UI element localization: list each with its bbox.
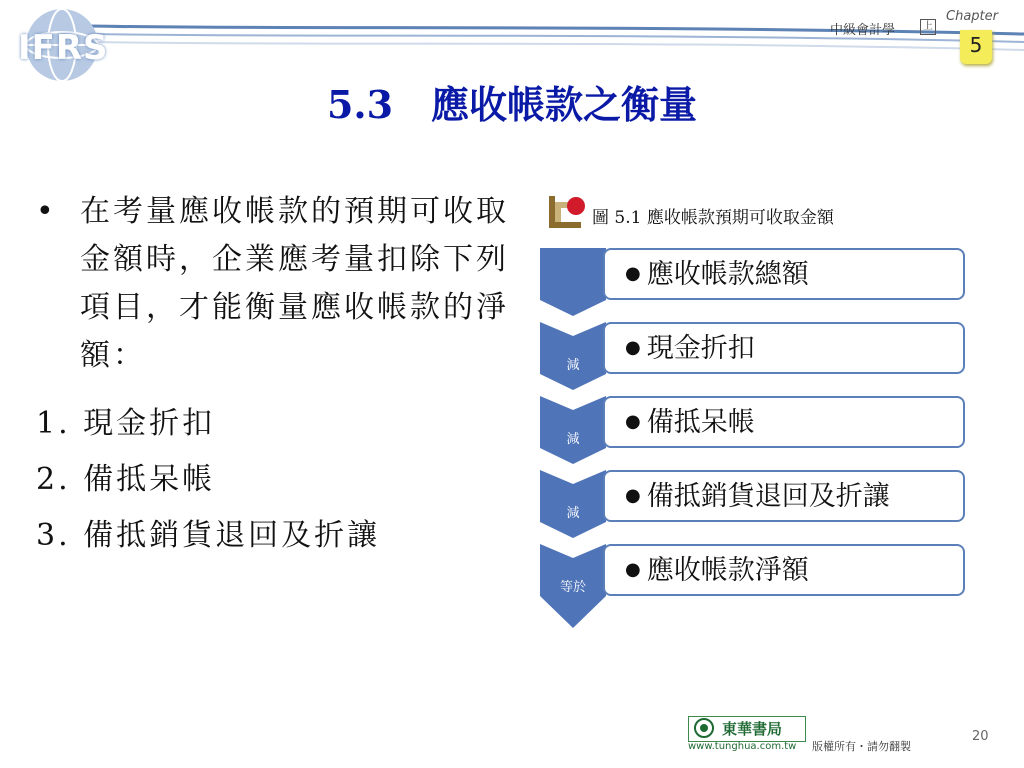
publisher-url: www.tunghua.com.tw xyxy=(688,741,797,752)
course-name: 中級會計學 xyxy=(830,23,896,38)
bullet-dot-icon: ● xyxy=(625,337,641,358)
stage-box xyxy=(603,248,965,300)
intro-paragraph: 在考量應收帳款的預期可收取金額時，企業應考量扣除下列項目，才能衡量應收帳款的淨額： xyxy=(80,194,509,373)
stage-box xyxy=(603,544,965,596)
header-swoosh xyxy=(0,0,1024,80)
numbered-item xyxy=(36,454,215,498)
numbered-item xyxy=(36,510,380,554)
stage-operator-label: 減 xyxy=(566,506,580,521)
item-text: 現金折扣 xyxy=(83,406,216,441)
numbered-item xyxy=(36,398,215,442)
stage-text: 應收帳款總額 xyxy=(646,259,809,290)
stage-operator-label: 減 xyxy=(566,432,580,447)
bullet-dot-icon: • xyxy=(36,194,54,229)
item-number: 2. xyxy=(36,462,71,497)
stage-text: 備抵銷貨退回及折讓 xyxy=(646,481,890,512)
page-title: 5.3 應收帳款之衡量 xyxy=(326,82,698,127)
bullet-dot-icon: ● xyxy=(625,485,641,506)
figure-caption: 圖 5.1 應收帳款預期可收取金額 xyxy=(592,208,834,228)
page-number: 20 xyxy=(972,729,989,744)
bullet-dot-icon: ● xyxy=(625,411,641,432)
stage-box xyxy=(603,396,965,448)
stage-text: 備抵呆帳 xyxy=(646,407,755,438)
stage-text: 應收帳款淨額 xyxy=(646,555,809,586)
copyright-notice: 版權所有・請勿翻製 xyxy=(812,740,911,753)
stage-operator-label: 減 xyxy=(566,358,580,373)
chapter-number-badge: 5 xyxy=(960,30,992,64)
publisher-emblem-icon xyxy=(689,717,719,739)
item-number: 3. xyxy=(36,518,71,553)
figure-logo-icon xyxy=(545,192,589,234)
item-text: 備抵呆帳 xyxy=(83,462,216,497)
chapter-label: Chapter xyxy=(946,9,998,24)
stage-operator-label: 等於 xyxy=(559,580,586,595)
ifrs-logo-text: IFRS xyxy=(18,28,109,68)
bullet-dot-icon: ● xyxy=(625,263,641,284)
chevron-shape xyxy=(540,248,606,316)
item-number: 1. xyxy=(36,406,71,441)
course-volume-badge: 上 xyxy=(920,19,936,35)
item-text: 備抵銷貨退回及折讓 xyxy=(83,518,381,553)
stage-box xyxy=(603,470,965,522)
publisher-name: 東華書局 xyxy=(722,720,783,738)
stage-box xyxy=(603,322,965,374)
stage-text: 現金折扣 xyxy=(646,333,755,364)
bullet-dot-icon: ● xyxy=(625,559,641,580)
